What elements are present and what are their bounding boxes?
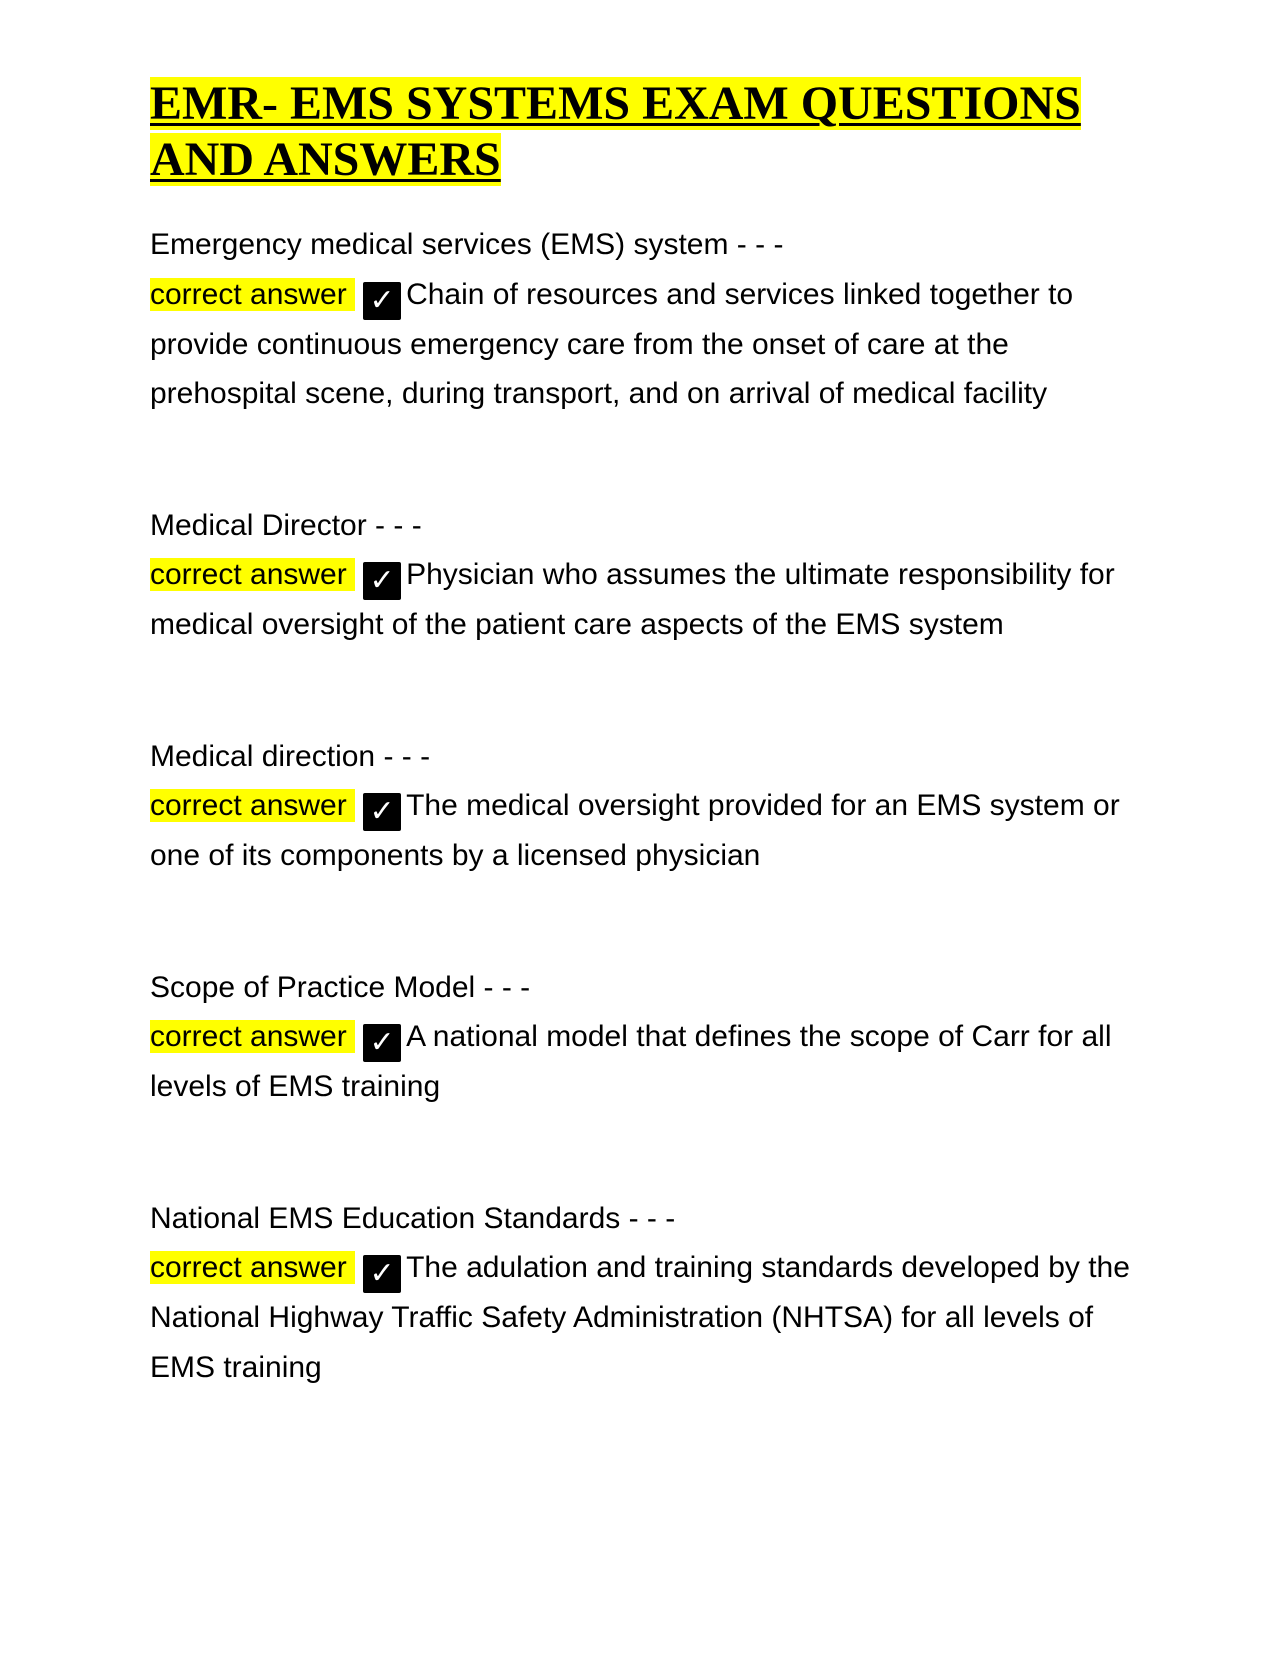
title-text: EMR- EMS SYSTEMS EXAM QUESTIONS AND ANSWERS bbox=[150, 77, 1081, 186]
question-term: Scope of Practice Model - - - bbox=[150, 970, 531, 1004]
document-page bbox=[150, 76, 1135, 1392]
check-box-icon: ✓ bbox=[363, 1255, 401, 1293]
qa-item bbox=[150, 732, 1135, 881]
question-term: Medical direction - - - bbox=[150, 739, 431, 773]
correct-answer-label: correct answer bbox=[150, 558, 355, 591]
check-box-icon: ✓ bbox=[363, 562, 401, 600]
correct-answer-label: correct answer bbox=[150, 1251, 355, 1284]
answer-definition: Physician who assumes the ultimate responsibility for medical oversight of the patient care aspects of the EMS system bbox=[150, 558, 1115, 641]
correct-answer-label: correct answer bbox=[150, 1020, 355, 1053]
check-box-icon: ✓ bbox=[363, 1024, 401, 1062]
qa-item bbox=[150, 220, 1135, 419]
question-term: National EMS Education Standards - - - bbox=[150, 1201, 676, 1235]
answer-definition: The adulation and training standards developed by the National Highway Traffic Safety Administration (NHTSA) for all levels of EMS training bbox=[150, 1251, 1130, 1384]
qa-item bbox=[150, 1194, 1135, 1393]
answer-definition: The medical oversight provided for an EMS system or one of its components by a licensed physician bbox=[150, 789, 1120, 872]
qa-item bbox=[150, 963, 1135, 1112]
correct-answer-label: correct answer bbox=[150, 278, 355, 311]
qa-item bbox=[150, 501, 1135, 650]
check-box-icon: ✓ bbox=[363, 282, 401, 320]
answer-definition: A national model that defines the scope of Carr for all levels of EMS training bbox=[150, 1020, 1112, 1103]
answer-definition: Chain of resources and services linked together to provide continuous emergency care from the onset of care at the prehospital scene, during transport, and on arrival of medical facility bbox=[150, 277, 1074, 410]
question-term: Medical Director - - - bbox=[150, 508, 422, 542]
correct-answer-label: correct answer bbox=[150, 789, 355, 822]
check-box-icon: ✓ bbox=[363, 793, 401, 831]
question-term: Emergency medical services (EMS) system - - - bbox=[150, 228, 784, 261]
document-title bbox=[150, 76, 1135, 188]
